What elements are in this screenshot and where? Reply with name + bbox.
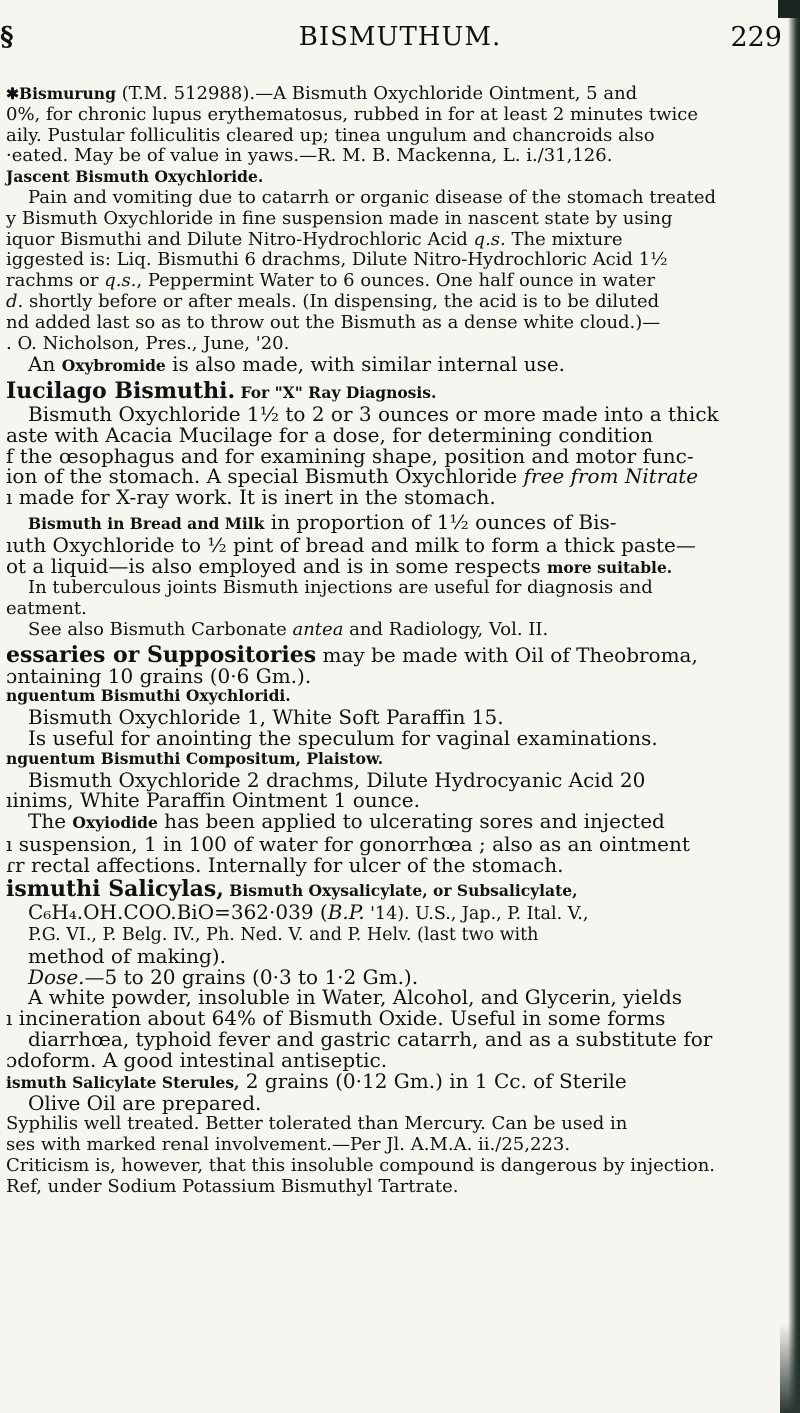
- text-line: ɔdoform. A good intestinal antiseptic.: [6, 1047, 388, 1072]
- text-span: An: [28, 352, 62, 377]
- text-line: ıinims, White Paraffin Ointment 1 ounce.: [6, 788, 420, 813]
- text-span: q.s.: [473, 228, 506, 250]
- text-line: nd added last so as to throw out the Bismuth as a dense white cloud.)—: [6, 311, 661, 333]
- entry-pessaries: [6, 641, 782, 668]
- text-span: iquor Bismuthi and Dilute Nitro-Hydrochloric Acid: [6, 228, 474, 250]
- page-bottom-shadow: [780, 1323, 800, 1413]
- text-span: Oxybromide: [61, 356, 166, 376]
- text-span: shortly before or after meals. (In dispensing, the acid is to be diluted: [23, 290, 660, 312]
- text-span: , Peppermint Water to 6 ounces. One half ounce in water: [136, 270, 656, 292]
- text-line: ı suspension, 1 in 100 of water for gonorrhœa ; also as an ointment: [6, 831, 690, 856]
- text-line: ı made for X-ray work. It is inert in the stomach.: [6, 485, 496, 510]
- text-line: ıuth Oxychloride to ½ pint of bread and milk to form a thick paste—: [6, 532, 696, 557]
- entry-bismurung: [6, 84, 782, 105]
- text-line: method of making).: [28, 943, 226, 968]
- text-span: more suitable.: [546, 557, 673, 577]
- text-line: f the œsophagus and for examining shape, position and motor func-: [6, 443, 694, 468]
- text-line: Bismuth Oxychloride 1½ to 2 or 3 ounces or more made into a thick: [28, 401, 719, 426]
- text-span: d.: [6, 290, 24, 312]
- text-line: Olive Oil are prepared.: [28, 1091, 262, 1116]
- text-span: q.s.: [104, 270, 137, 292]
- text-line: ɾr rectal affections. Internally for ulcer of the stomach.: [6, 852, 564, 877]
- text-line: ı incineration about 64% of Bismuth Oxide. Useful in some forms: [6, 1006, 666, 1031]
- text-line: Ref, under Sodium Potassium Bismuthyl Tartrate.: [6, 1175, 459, 1197]
- text-line: Criticism is, however, that this insoluble compound is dangerous by injection.: [6, 1154, 716, 1176]
- text-line: [6, 553, 782, 579]
- text-span: The mixture: [505, 228, 623, 250]
- entry-salicylas: [6, 876, 782, 903]
- heading-salicylas: ismuthi Salicylas,: [6, 876, 224, 903]
- text-span: Oxyiodide: [72, 813, 158, 833]
- text-line: aily. Pustular folliculitis cleared up; tinea ungulum and chancroids also: [6, 124, 655, 146]
- heading-sterules: ismuth Salicylate Sterules,: [6, 1072, 240, 1092]
- text-line: aste with Acacia Mucilage for a dose, for determining condition: [6, 422, 654, 447]
- text-line: Pain and vomiting due to catarrh or organic disease of the stomach treated: [28, 186, 716, 208]
- heading-pessaries: essaries or Suppositories: [6, 641, 317, 668]
- text-span: is also made, with similar internal use.: [165, 352, 566, 377]
- heading-bread: Bismuth in Bread and Milk: [28, 513, 265, 533]
- text-line: ·eated. May be of value in yaws.—R. M. B. Mackenna, L. i./31,126.: [6, 145, 613, 167]
- heading-mucilago: Iucilago Bismuthi.: [6, 378, 236, 405]
- page-number: 229: [730, 22, 782, 53]
- text-span: ot a liquid—is also employed and is in some respects: [6, 553, 547, 578]
- text-line: [6, 271, 782, 292]
- text-line: Is useful for anointing the speculum for vaginal examinations.: [28, 725, 658, 750]
- left-margin-mark: §: [0, 22, 14, 52]
- text-line: 0%, for chronic lupus erythematosus, rubbed in for at least 2 minutes twice: [6, 103, 699, 125]
- text-span: For "X" Ray Diagnosis.: [235, 383, 437, 403]
- text-line: y Bismuth Oxychloride in fine suspension made in nascent state by using: [6, 207, 673, 229]
- text-line: P.G. VI., P. Belg. IV., Ph. Ned. V. and P. Helv. (last two with: [28, 925, 539, 946]
- text-line: Bismuth Oxychloride 1, White Soft Paraffin 15.: [28, 705, 504, 730]
- text-line: [6, 292, 782, 313]
- text-span: Dose.: [28, 964, 85, 989]
- text-span: may be made with Oil of Theobroma,: [316, 642, 698, 667]
- text-line: diarrhœa, typhoid fever and gastric catarrh, and as a substitute for: [28, 1027, 713, 1052]
- text-span: '14). U.S., Jap., P. Ital. V.,: [364, 904, 589, 925]
- text-line: A white powder, insoluble in Water, Alcohol, and Glycerin, yields: [28, 985, 683, 1010]
- text-line: Bismuth Oxychloride 2 drachms, Dilute Hydrocyanic Acid 20: [28, 767, 646, 792]
- text-line: (T.M. 512988).—A Bismuth Oxychloride Ointment, 5 and: [115, 83, 638, 104]
- entry-bread: [6, 509, 782, 535]
- running-title: BISMUTHUM.: [298, 22, 502, 52]
- heading-nascent: Jascent Bismuth Oxychloride.: [6, 167, 264, 187]
- heading-bismurung: ✱Bismurung: [6, 84, 116, 103]
- page-edge-shadow: [788, 0, 800, 1413]
- text-span: C₆H₄.OH.COO.BiO=362·039 (: [28, 900, 328, 925]
- text-span: See also Bismuth Carbonate: [28, 618, 293, 640]
- text-span: B.P.: [327, 900, 365, 925]
- heading-unguentum-compositum: nguentum Bismuthi Compositum, Plaistow.: [6, 748, 384, 768]
- text-line: [6, 964, 782, 989]
- text-line: . O. Nicholson, Pres., June, '20.: [6, 332, 290, 354]
- entry-oxyiodide: [6, 811, 782, 834]
- page-corner: [778, 0, 800, 18]
- text-line: ses with marked renal involvement.—Per Jl. A.M.A. ii./25,223.: [6, 1134, 571, 1156]
- text-line: [6, 902, 782, 925]
- text-line: [6, 466, 782, 487]
- entry-oxybromide: [6, 354, 782, 377]
- text-span: and Radiology, Vol. II.: [343, 618, 549, 640]
- text-line: iggested is: Liq. Bismuthi 6 drachms, Dilute Nitro-Hydrochloric Acid 1½: [6, 249, 668, 271]
- text-span: ion of the stomach. A special Bismuth Oxychloride: [6, 464, 524, 489]
- text-span: antea: [292, 618, 344, 640]
- heading-unguentum-oxychloridi: nguentum Bismuthi Oxychloridi.: [6, 686, 291, 706]
- entry-mucilago: [6, 378, 782, 405]
- text-span: in proportion of 1½ ounces of Bis-: [264, 509, 617, 534]
- page-body: [6, 84, 782, 1197]
- text-line: In tuberculous joints Bismuth injections are useful for diagnosis and: [28, 577, 653, 599]
- text-line: eatment.: [6, 598, 87, 620]
- text-line: ɔntaining 10 grains (0·6 Gm.).: [6, 663, 312, 688]
- text-span: 2 grains (0·12 Gm.) in 1 Cc. of Sterile: [239, 1068, 627, 1093]
- text-span: has been applied to ulcerating sores and injected: [157, 809, 665, 834]
- text-line: [6, 230, 782, 251]
- text-span: rachms or: [6, 270, 105, 292]
- text-line: Syphilis well treated. Better tolerated than Mercury. Can be used in: [6, 1113, 628, 1135]
- text-span: —5 to 20 grains (0·3 to 1·2 Gm.).: [84, 964, 419, 989]
- text-span: Bismuth Oxysalicylate, or Subsalicylate,: [223, 881, 578, 901]
- page-header: [0, 22, 800, 62]
- entry-sterules: [6, 1068, 782, 1094]
- text-line: [6, 620, 782, 641]
- text-span: free from Nitrate: [523, 464, 699, 489]
- text-span: The: [28, 809, 73, 834]
